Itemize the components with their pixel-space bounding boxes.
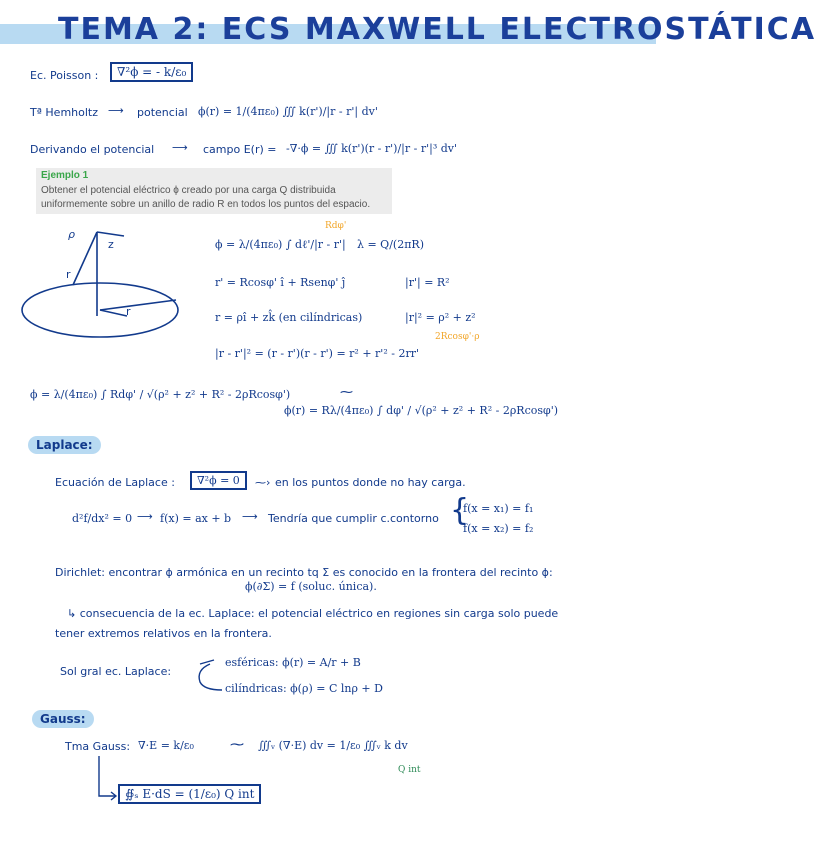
r-prime-equation: r' = Rcosφ' î + Rsenφ' ĵ — [215, 276, 346, 289]
dirichlet-line-1: Dirichlet: encontrar ϕ armónica en un recinto tq Σ es conocido en la frontera del recinto ϕ: — [55, 566, 553, 579]
consequence-line-2: tener extremos relativos en la frontera. — [55, 627, 272, 640]
derivando-text: campo E(r) = — [203, 143, 277, 156]
gauss-divergence-equation: ∇·E = k/ε₀ — [138, 739, 194, 752]
derivando-equation: -∇·ϕ = ∭ k(r')(r - r')/|r - r'|³ dv' — [286, 142, 458, 155]
difference-equation: |r - r'|² = (r - r')(r - r') = r² + r'² - 2rr' — [215, 347, 419, 360]
spherical-solution: esféricas: ϕ(r) = A/r + B — [225, 656, 361, 669]
diagram-label-z: z — [108, 238, 114, 251]
arrow-icon: ⟶ — [137, 510, 153, 523]
cos-note: 2Rcosφ'·ρ — [435, 332, 480, 342]
diagram-label-r-vector: r — [66, 268, 71, 281]
general-solution-label: Sol gral ec. Laplace: — [60, 665, 172, 678]
laplace-heading: Laplace: — [28, 436, 101, 454]
cylindrical-solution: cilíndricas: ϕ(ρ) = C lnρ + D — [225, 682, 383, 695]
helmholtz-equation: ϕ(r) = 1/(4πε₀) ∭ k(r')/|r - r'| dv' — [198, 105, 378, 118]
helmholtz-label: Tª Hemholtz — [30, 106, 98, 119]
example-line-2: uniformemente sobre un anillo de radio R en todos los puntos del espacio. — [41, 199, 371, 210]
gauss-flux-equation: ∯ₛ E·dS = (1/ε₀) Q int — [118, 784, 261, 804]
brace-icon: { — [450, 493, 470, 528]
tilde-arrow-icon: ⁓ — [340, 385, 353, 400]
boundary-condition-1: f(x = x₁) = f₁ — [463, 502, 534, 515]
r-prime-modulus: |r'| = R² — [405, 276, 450, 289]
ring-phi-equation: ϕ = λ/(4πε₀) ∫ dℓ'/|r - r'| — [215, 238, 346, 251]
squiggle-arrow-icon: ⁓› — [255, 476, 271, 489]
laplace-equation: ∇²ϕ = 0 — [190, 471, 247, 490]
ode-solution: f(x) = ax + b — [160, 512, 232, 525]
arrow-icon: ⟶ — [172, 141, 188, 154]
qint-note: Q int — [398, 765, 421, 775]
ode-equation: d²f/dx² = 0 — [72, 512, 133, 525]
ode-note: Tendría que cumplir c.contorno — [268, 512, 439, 525]
diagram-label-rho: ρ — [68, 228, 75, 241]
tilde-arrow-icon: ⁓ — [230, 737, 244, 753]
phi-final-left: ϕ = λ/(4πε₀) ∫ Rdφ' / √(ρ² + z² + R² - 2ρRcosφ') — [30, 388, 291, 401]
laplace-eq-label: Ecuación de Laplace : — [55, 476, 175, 489]
gauss-heading: Gauss: — [32, 710, 94, 728]
laplace-eq-note: en los puntos donde no hay carga. — [275, 476, 466, 489]
gauss-volume-equation: ∭ᵥ (∇·E) dv = 1/ε₀ ∭ᵥ k dv — [258, 739, 408, 752]
lambda-equation: λ = Q/(2πR) — [357, 238, 424, 251]
page-title: TEMA 2: ECS MAXWELL ELECTROSTÁTICA — [58, 12, 816, 47]
dl-note: Rdφ' — [325, 221, 347, 231]
diagram-label-r: r — [126, 305, 131, 318]
phi-final-right: ϕ(r) = Rλ/(4πε₀) ∫ dφ' / √(ρ² + z² + R² - 2ρRcosφ') — [284, 404, 559, 417]
example-line-1: Obtener el potencial eléctrico ϕ creado por una carga Q distribuida — [41, 185, 336, 196]
dirichlet-line-2: ϕ(∂Σ) = f (soluc. única). — [245, 580, 377, 593]
r-modulus: |r|² = ρ² + z² — [405, 311, 476, 324]
helmholtz-text: potencial — [137, 106, 188, 119]
gauss-label: Tma Gauss: — [65, 740, 131, 753]
boundary-condition-2: f(x = x₂) = f₂ — [463, 522, 534, 535]
arrow-icon: ⟶ — [108, 104, 124, 117]
poisson-label: Ec. Poisson : — [30, 69, 99, 82]
poisson-equation: ∇²ϕ = - k/ε₀ — [110, 62, 193, 82]
arrow-icon: ⟶ — [242, 510, 258, 523]
derivando-label: Derivando el potencial — [30, 143, 155, 156]
consequence-line-1: ↳ consecuencia de la ec. Laplace: el potencial eléctrico en regiones sin carga solo puede — [67, 607, 559, 620]
r-vector-equation: r = ρî + zk̂ (en cilíndricas) — [215, 311, 363, 324]
example-heading: Ejemplo 1 — [41, 170, 89, 181]
